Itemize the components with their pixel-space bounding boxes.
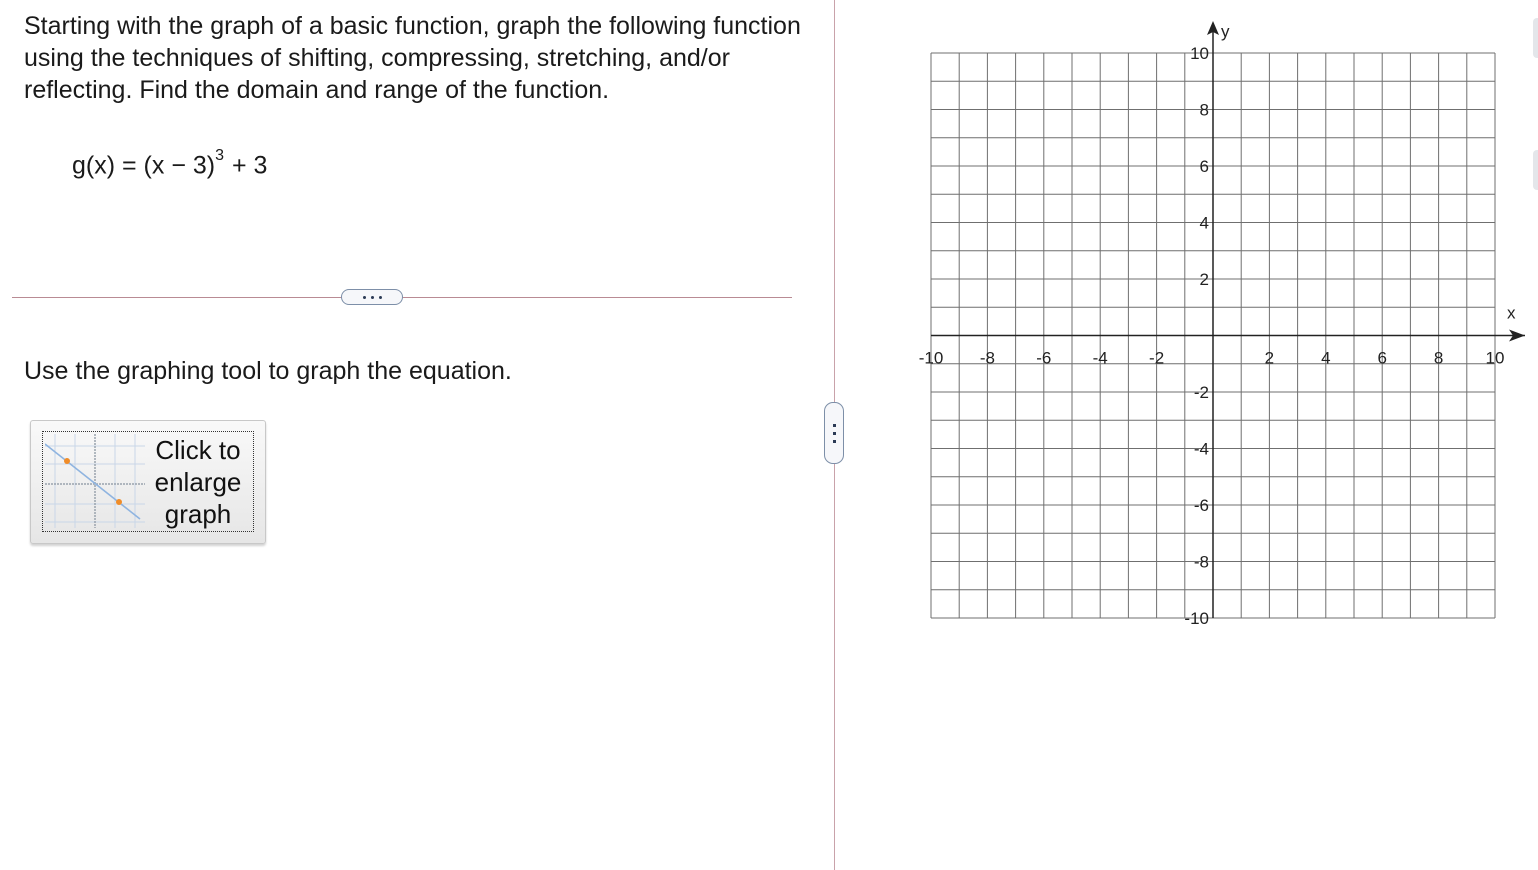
graph-thumbnail-icon xyxy=(45,434,145,528)
x-tick-label: -6 xyxy=(1036,348,1052,368)
y-tick-label: 10 xyxy=(1190,44,1209,63)
y-tick-label: -8 xyxy=(1193,552,1209,572)
x-tick-label: -2 xyxy=(1149,348,1165,368)
panel-resize-handle[interactable] xyxy=(824,402,844,464)
x-tick-label: 6 xyxy=(1377,348,1387,368)
equation-exponent: 3 xyxy=(215,147,224,164)
y-tick-label: 8 xyxy=(1199,100,1209,120)
y-tick-label: -2 xyxy=(1193,383,1209,402)
graphing-instruction: Use the graphing tool to graph the equation. xyxy=(24,357,512,385)
y-tick-label: 4 xyxy=(1199,213,1209,233)
x-axis-label: x xyxy=(1507,303,1516,323)
y-tick-label: 2 xyxy=(1199,270,1209,289)
y-tick-label: 6 xyxy=(1199,157,1209,176)
vertical-ellipsis-icon xyxy=(833,424,836,427)
y-tick-label: -10 xyxy=(1184,609,1209,628)
x-tick-label: -8 xyxy=(979,348,995,368)
x-tick-label: 2 xyxy=(1264,348,1275,368)
ellipsis-icon xyxy=(363,296,366,299)
x-tick-label: -4 xyxy=(1092,348,1108,368)
graphing-grid[interactable] xyxy=(900,10,1538,640)
x-tick-label: 10 xyxy=(1485,348,1505,368)
equation-tail: + 3 xyxy=(232,151,268,180)
y-tick-label: -4 xyxy=(1193,439,1209,459)
right-edge-tab xyxy=(1533,150,1538,190)
question-prompt: Starting with the graph of a basic function, graph the following function using the techniques of shifting, compressing, stretching, and/or reflecting. Find the domain and range of the function. xyxy=(24,12,801,104)
equation-base: g(x) = (x − 3) xyxy=(72,151,216,180)
enlarge-graph-button[interactable] xyxy=(30,420,266,544)
x-tick-label: -10 xyxy=(918,348,944,368)
enlarge-graph-label: Click to enlarge graph xyxy=(154,435,242,529)
y-axis-label: y xyxy=(1221,22,1230,41)
enlarge-button-focus-ring xyxy=(42,431,254,532)
x-tick-label: 8 xyxy=(1433,348,1444,368)
x-tick-label: 4 xyxy=(1321,348,1331,368)
right-edge-tab xyxy=(1533,18,1538,58)
expand-more-button[interactable] xyxy=(341,289,403,305)
y-tick-label: -6 xyxy=(1193,496,1209,515)
function-equation xyxy=(72,142,267,183)
